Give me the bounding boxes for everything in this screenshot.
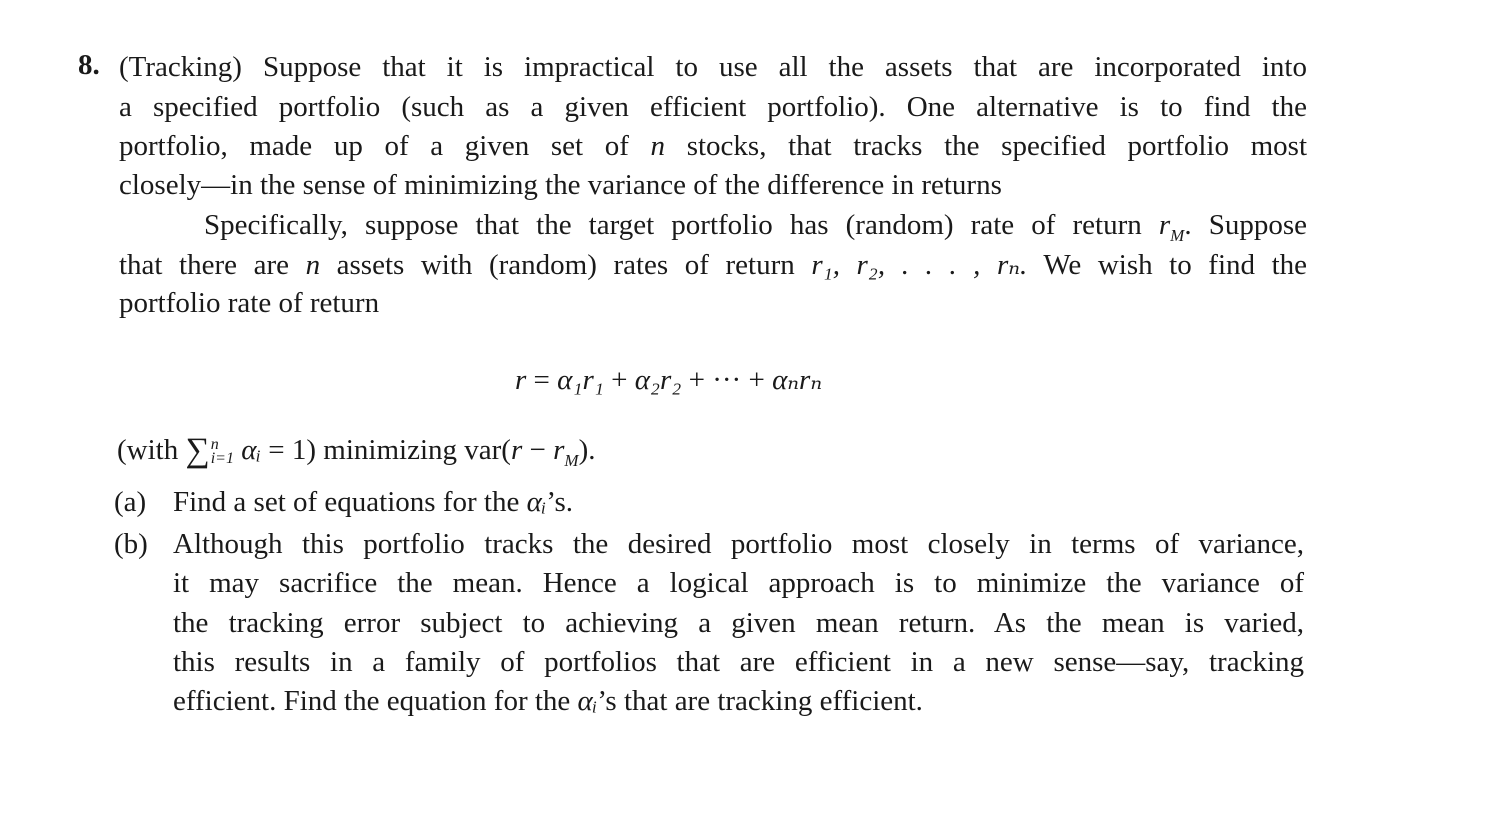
summation-lower: i=1 xyxy=(210,450,234,468)
paragraph1-line3 xyxy=(119,127,1307,165)
paragraph1-line4: closely—in the sense of minimizing the variance of the difference in returns xyxy=(119,169,1002,201)
math-return-sequence: r₁, r₂, . . . , rₙ. xyxy=(811,249,1028,281)
part-b-line1: Although this portfolio tracks the desired portfolio most closely in terms of variance, xyxy=(173,528,1304,560)
paragraph2-line3: portfolio rate of return xyxy=(119,287,380,319)
constraint-line xyxy=(117,431,596,470)
paragraph2-line2-post: We wish to find the xyxy=(1043,249,1308,281)
math-n: n xyxy=(650,130,666,162)
part-b-line5-post: ’s that are tracking efficient. xyxy=(597,685,923,717)
part-b-label: (b) xyxy=(114,528,148,560)
formula-termn: αₙrₙ xyxy=(772,364,823,396)
paragraph2-line1 xyxy=(204,206,1307,244)
summation-limits xyxy=(211,438,234,466)
math-r: r xyxy=(553,434,565,466)
formula-plus: + xyxy=(748,364,765,396)
part-a-pre: Find a set of equations for the xyxy=(173,486,520,518)
math-minus: − xyxy=(529,434,546,466)
formula-term2: α₂r₂ xyxy=(634,364,682,396)
paragraph1-line3-pre: portfolio, made up of a given set of xyxy=(119,130,629,162)
paragraph2-line2 xyxy=(119,246,1307,284)
paragraph1-line3-post: stocks, that tracks the specified portfolio most xyxy=(686,130,1308,162)
paragraph2-line2-pre: that there are xyxy=(119,249,289,281)
math-r: r xyxy=(510,434,523,466)
problem-number: 8. xyxy=(78,49,100,81)
paragraph1-line2: a specified portfolio (such as a given efficient portfolio). One alternative is to find the xyxy=(119,91,1307,123)
formula-equals: = xyxy=(533,364,550,396)
math-n: n xyxy=(305,249,321,281)
part-a-post: ’s. xyxy=(546,486,573,518)
formula-plus: + xyxy=(611,364,628,396)
part-a-text xyxy=(173,483,573,521)
math-alpha-i: αᵢ xyxy=(241,434,262,466)
constraint-mid: = 1) minimizing var( xyxy=(268,434,511,466)
math-sub-m: M xyxy=(1170,225,1185,245)
formula-lhs: r xyxy=(515,364,527,396)
part-a-label: (a) xyxy=(114,486,147,518)
paragraph2-line1-post: . Suppose xyxy=(1184,209,1307,241)
constraint-close: ). xyxy=(578,434,596,466)
formula-plus: + xyxy=(688,364,705,396)
math-rm xyxy=(1158,209,1185,245)
formula-term1: α₁r₁ xyxy=(557,364,604,396)
summation-symbol: ∑ xyxy=(185,432,210,469)
paragraph1-line1-text: Suppose that it is impractical to use all the assets that are incorporated into xyxy=(262,51,1307,83)
part-b-line5-pre: efficient. Find the equation for the xyxy=(173,685,571,717)
formula-dots: ··· xyxy=(712,364,742,396)
math-sub-m: M xyxy=(564,450,579,470)
paragraph2-line1-pre: Specifically, suppose that the target portfolio has (random) rate of return xyxy=(204,209,1142,241)
summation-upper: n xyxy=(210,436,219,454)
problem-title: (Tracking) xyxy=(119,51,242,83)
math-r: r xyxy=(1158,209,1171,241)
paragraph2-line2-mid: assets with (random) rates of return xyxy=(336,249,795,281)
part-b-line3: the tracking error subject to achieving a given mean return. As the mean is varied, xyxy=(173,607,1304,639)
part-b-line5 xyxy=(173,682,923,720)
math-alpha-i: αᵢ xyxy=(526,486,547,518)
portfolio-return-formula xyxy=(515,361,822,399)
paragraph1-line1 xyxy=(119,48,1307,86)
part-b-line4: this results in a family of portfolios that are efficient in a new sense—say, tracking xyxy=(173,646,1304,678)
constraint-pre: (with xyxy=(117,434,179,466)
part-b-line2: it may sacrifice the mean. Hence a logical approach is to minimize the variance of xyxy=(173,567,1304,599)
math-alpha-i: αᵢ xyxy=(577,685,598,717)
